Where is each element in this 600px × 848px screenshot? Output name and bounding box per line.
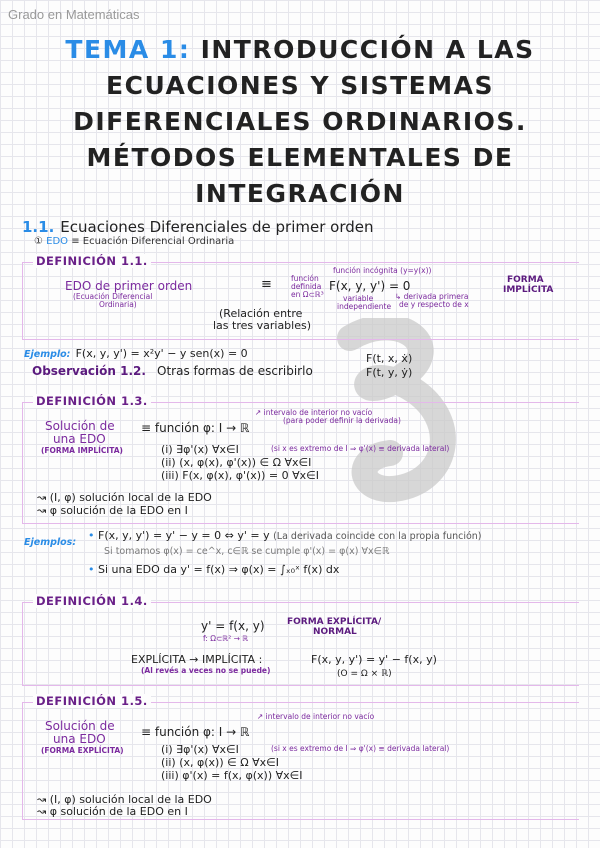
examples-2-e2: Si una EDO da y' = f(x) ⇒ φ(x) = ∫ₓ₀ˣ f(x) dx [98, 563, 340, 576]
examples-2-e1-note: (La derivada coincide con la propia función) [273, 531, 482, 542]
definition-1-4-heading: DEFINICIÓN 1.4. [33, 594, 151, 608]
def11-equiv: ≡ [261, 277, 272, 292]
bullet-icon: • [88, 563, 95, 576]
def11-func-def3: en Ω⊂ℝ³ [291, 290, 324, 299]
note-abbr: EDO [46, 236, 69, 247]
def13-interval-note: ↗ intervalo de interior no vacío [255, 408, 373, 417]
note-marker: ① [34, 236, 43, 247]
def14-explicit: EXPLÍCITA → IMPLÍCITA : [131, 653, 263, 666]
def11-func-def2: definida [291, 282, 322, 291]
def13-term2: una EDO [53, 432, 106, 446]
note-text: ≡ Ecuación Diferencial Ordinaria [71, 236, 235, 247]
definition-1-3-box [22, 394, 579, 524]
def14-form2: NORMAL [313, 627, 357, 637]
def15-condition-1: (i) ∃φ'(x) ∀x∈I [161, 743, 239, 756]
def14-note-left: (Al revés a veces no se puede) [141, 666, 271, 675]
def13-condition-3: (iii) F(x, φ(x), φ'(x)) = 0 ∀x∈I [161, 469, 319, 482]
title-line-4: MÉTODOS ELEMENTALES DE [86, 143, 514, 172]
def11-edo-sub2: Ordinaria) [99, 300, 137, 309]
examples-2-item-1 [88, 529, 482, 542]
def11-func-def1: función [291, 274, 319, 283]
def11-var-ind1: variable [343, 294, 374, 303]
def13-term1: Solución de [45, 419, 115, 433]
def15-result-1: ↝ (I, φ) solución local de la EDO [37, 793, 212, 806]
title-line-2: ECUACIONES Y SISTEMAS [106, 71, 494, 100]
observation-text: Otras formas de escribirlo [157, 364, 313, 378]
def15-statement: ≡ función φ: I → ℝ [141, 725, 250, 739]
def15-condition-3: (iii) φ'(x) = f(x, φ(x)) ∀x∈I [161, 769, 303, 782]
section-title: Ecuaciones Diferenciales de primer orden [60, 218, 374, 236]
observation-label: Observación 1.2. [32, 364, 146, 378]
example-1 [24, 342, 248, 361]
def11-var-ind2: independiente [337, 302, 392, 311]
def13-interval-note2: (para poder definir la derivada) [283, 416, 401, 425]
def11-formula: F(x, y, y') = 0 [329, 279, 411, 293]
section-number: 1.1. [22, 218, 55, 236]
examples-2-label: Ejemplos: [24, 537, 77, 548]
definition-1-4-box [22, 594, 579, 686]
def14-explicit-rhs: F(x, y, y') = y' − f(x, y) [311, 653, 437, 666]
def13-condition-1: (i) ∃φ'(x) ∀x∈I [161, 443, 239, 456]
abbreviation-note [34, 236, 234, 247]
title-highlight: TEMA 1: [65, 35, 191, 64]
def11-deriv2: de y respecto de x [399, 300, 469, 309]
def11-deriv1: ↳ derivada primera [395, 292, 469, 301]
def14-f-note: f: Ω⊂ℝ² → ℝ [203, 634, 249, 643]
def13-form: (FORMA IMPLÍCITA) [41, 446, 123, 455]
def13-condition-1-note: (si x es extremo de I ⇒ φ'(x) ≡ derivada lateral) [271, 444, 450, 453]
def15-result-2: ↝ φ solución de la EDO en I [37, 805, 188, 818]
def11-rel2: las tres variables) [213, 319, 312, 332]
observation-1-2 [32, 360, 313, 379]
def11-rel1: (Relación entre [219, 307, 303, 320]
observation-option-2: F(t, y, ẏ) [366, 366, 413, 379]
example-1-label: Ejemplo: [24, 349, 71, 360]
def15-form: (FORMA EXPLÍCITA) [41, 746, 124, 755]
definition-1-1-box [22, 254, 579, 340]
bullet-icon: • [88, 529, 95, 542]
title-line-1: INTRODUCCIÓN A LAS [200, 35, 535, 64]
observation-option-1: F(t, x, ẋ) [366, 352, 413, 365]
def11-form2: IMPLÍCITA [503, 285, 554, 295]
title-line-5: INTEGRACIÓN [195, 179, 405, 208]
brand-header: Grado en Matemáticas [8, 7, 140, 22]
def13-statement: ≡ función φ: I → ℝ [141, 421, 250, 435]
section-heading [22, 218, 374, 236]
title-line-3: DIFERENCIALES ORDINARIOS. [73, 107, 527, 136]
def14-note-right: (O = Ω × ℝ) [337, 669, 392, 679]
def11-edo-sub1: (Ecuación Diferencial [73, 292, 153, 301]
def11-form1: FORMA [507, 275, 544, 285]
def15-term2: una EDO [53, 732, 106, 746]
def13-result-2: ↝ φ solución de la EDO en I [37, 504, 188, 517]
examples-2-e1: F(x, y, y') = y' − y = 0 ⇔ y' = y [98, 529, 270, 542]
definition-1-3-heading: DEFINICIÓN 1.3. [33, 394, 151, 408]
def15-interval-note: ↗ intervalo de interior no vacío [257, 712, 375, 721]
def14-form1: FORMA EXPLÍCITA/ [287, 617, 382, 627]
def14-formula: y' = f(x, y) [201, 619, 265, 633]
example-1-text: F(x, y, y') = x²y' − y sen(x) = 0 [75, 347, 248, 360]
def15-term1: Solución de [45, 719, 115, 733]
definition-1-5-heading: DEFINICIÓN 1.5. [33, 694, 151, 708]
definition-1-5-box [22, 694, 579, 820]
page-title [20, 32, 580, 212]
def11-edo: EDO de primer orden [65, 279, 193, 293]
def15-condition-1-note: (si x es extremo de I ⇒ φ'(x) ≡ derivada lateral) [271, 744, 450, 753]
def15-condition-2: (ii) (x, φ(x)) ∈ Ω ∀x∈I [161, 756, 279, 769]
examples-2-e1-sub: Si tomamos φ(x) = ce^x, c∈ℝ se cumple φ'(x) = φ(x) ∀x∈ℝ [104, 546, 390, 557]
definition-1-1-heading: DEFINICIÓN 1.1. [33, 254, 151, 268]
examples-2-item-2 [88, 563, 339, 576]
def13-result-1: ↝ (I, φ) solución local de la EDO [37, 491, 212, 504]
examples-2 [24, 530, 76, 549]
def13-condition-2: (ii) (x, φ(x), φ'(x)) ∈ Ω ∀x∈I [161, 456, 312, 469]
def11-top-note: función incógnita (y=y(x)) [333, 266, 432, 275]
